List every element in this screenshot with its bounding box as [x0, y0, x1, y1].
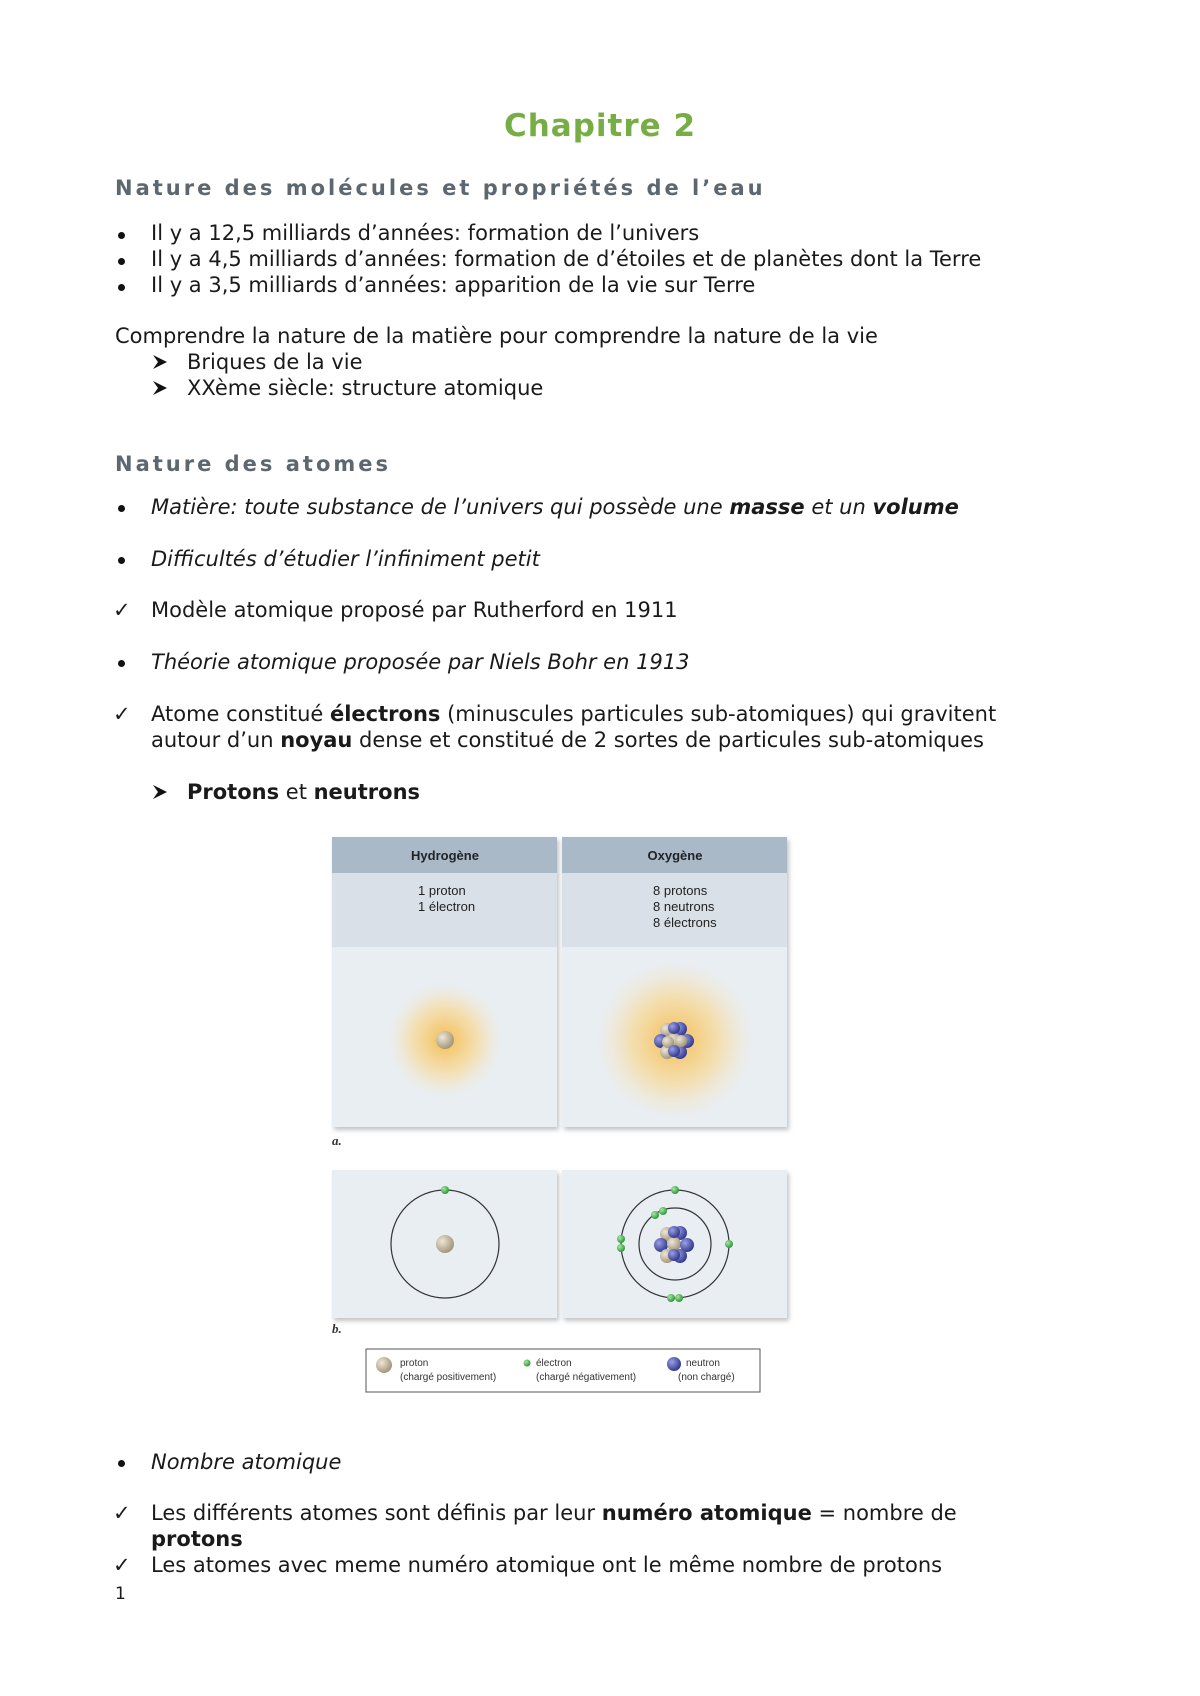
legend-neutron-desc: (non chargé): [678, 1372, 735, 1383]
atome-text: autour d’un: [151, 728, 281, 752]
arrow-bullet-icon: [152, 380, 168, 396]
atome-electrons: électrons: [329, 702, 441, 726]
hydrogen-proton: [436, 1031, 454, 1049]
protons-neutrons: [187, 779, 420, 805]
protons-mid: et: [279, 780, 314, 804]
atome-line-1: [151, 701, 996, 727]
neutrons-label: neutrons: [313, 780, 421, 804]
arrow-bullet-icon: [152, 354, 168, 370]
hydrogen-info: 1 électron: [418, 899, 476, 914]
hydrogen-electron: [441, 1186, 449, 1194]
definis-text: = nombre de: [811, 1501, 957, 1525]
hydrogen-title: Hydrogène: [411, 848, 479, 863]
matiere-lead: Matière: toute substance de l’univers qui possède une: [151, 495, 730, 519]
timeline-item-univers: Il y a 12,5 milliards d’années: formation de l’univers: [151, 221, 700, 245]
oxygen-title: Oxygène: [647, 848, 703, 863]
arrow-bullet-icon: [152, 784, 168, 800]
atome-line-2: [151, 727, 984, 753]
atom-diagram-figure: [330, 835, 800, 1395]
matiere-masse: masse: [729, 495, 805, 519]
timeline-item-vie: Il y a 3,5 milliards d’années: apparition de la vie sur Terre: [151, 273, 756, 297]
definis-line-2: [151, 1526, 243, 1552]
oxygen-info: 8 électrons: [653, 915, 717, 930]
protons-label: Protons: [187, 780, 280, 804]
nombre-atomique-text: Nombre atomique: [151, 1450, 342, 1474]
hydrogen-proton-b: [436, 1235, 454, 1253]
checkmark-icon: ✓: [113, 702, 131, 726]
bullet-icon: [118, 232, 125, 239]
atome-text: Atome constitué: [151, 702, 330, 726]
bohr-text: Théorie atomique proposée par Niels Bohr en 1913: [151, 650, 690, 674]
atome-noyau: noyau: [280, 728, 353, 752]
bullet-icon: [118, 284, 125, 291]
legend-neutron-icon: [667, 1357, 681, 1371]
panel-b: [332, 1170, 787, 1318]
meme-numero-item: Les atomes avec meme numéro atomique ont le même nombre de protons: [151, 1553, 943, 1577]
matiere-mid: et un: [804, 495, 873, 519]
checkmark-icon: ✓: [113, 1553, 131, 1577]
bullet-icon: [118, 660, 125, 667]
legend-electron-icon: [524, 1360, 531, 1367]
bohr-item: [151, 649, 690, 675]
figure-label-b: b.: [332, 1321, 342, 1336]
bullet-icon: [118, 557, 125, 564]
sub-item-briques: Briques de la vie: [187, 350, 363, 374]
bullet-icon: [118, 258, 125, 265]
difficultes-item: [151, 546, 540, 572]
section-heading-atomes: Nature des atomes: [115, 452, 391, 476]
checkmark-icon: ✓: [113, 598, 131, 622]
figure-legend: [366, 1349, 760, 1392]
intro-paragraph: Comprendre la nature de la matière pour comprendre la nature de la vie: [115, 324, 878, 348]
rutherford-item: Modèle atomique proposé par Rutherford en 1911: [151, 598, 678, 622]
matiere-volume: volume: [872, 495, 959, 519]
timeline-item-etoiles: Il y a 4,5 milliards d’années: formation de d’étoiles et de planètes dont la Terre: [151, 247, 982, 271]
numero-atomique: numéro atomique: [601, 1501, 812, 1525]
legend-electron: électron: [536, 1358, 572, 1369]
figure-label-a: a.: [332, 1133, 342, 1148]
definis-text: Les différents atomes sont définis par leur: [151, 1501, 602, 1525]
difficultes-text: Difficultés d’étudier l’infiniment petit: [151, 547, 540, 571]
atome-text: (minuscules particules sub-atomiques) qui gravitent: [440, 702, 997, 726]
protons-word: protons: [151, 1527, 243, 1551]
legend-proton: proton: [400, 1358, 429, 1369]
bullet-icon: [118, 505, 125, 512]
section-heading-molecules: Nature des molécules et propriétés de l’eau: [115, 176, 766, 200]
sub-item-structure: XXème siècle: structure atomique: [187, 376, 544, 400]
definis-line-1: [151, 1500, 957, 1526]
chapter-title: Chapitre 2: [503, 108, 697, 144]
checkmark-icon: ✓: [113, 1501, 131, 1525]
legend-proton-desc: (chargé positivement): [400, 1372, 497, 1383]
page-number: 1: [115, 1584, 126, 1604]
legend-neutron: neutron: [686, 1358, 720, 1369]
matiere-definition: [151, 494, 959, 520]
nombre-atomique-item: [151, 1449, 341, 1475]
legend-electron-desc: (chargé négativement): [536, 1372, 637, 1383]
oxygen-info: 8 protons: [653, 883, 708, 898]
oxygen-info: 8 neutrons: [653, 899, 715, 914]
atome-text: dense et constitué de 2 sortes de particules sub-atomiques: [352, 728, 984, 752]
legend-proton-icon: [376, 1357, 392, 1373]
bullet-icon: [118, 1460, 125, 1467]
hydrogen-info: 1 proton: [418, 883, 466, 898]
